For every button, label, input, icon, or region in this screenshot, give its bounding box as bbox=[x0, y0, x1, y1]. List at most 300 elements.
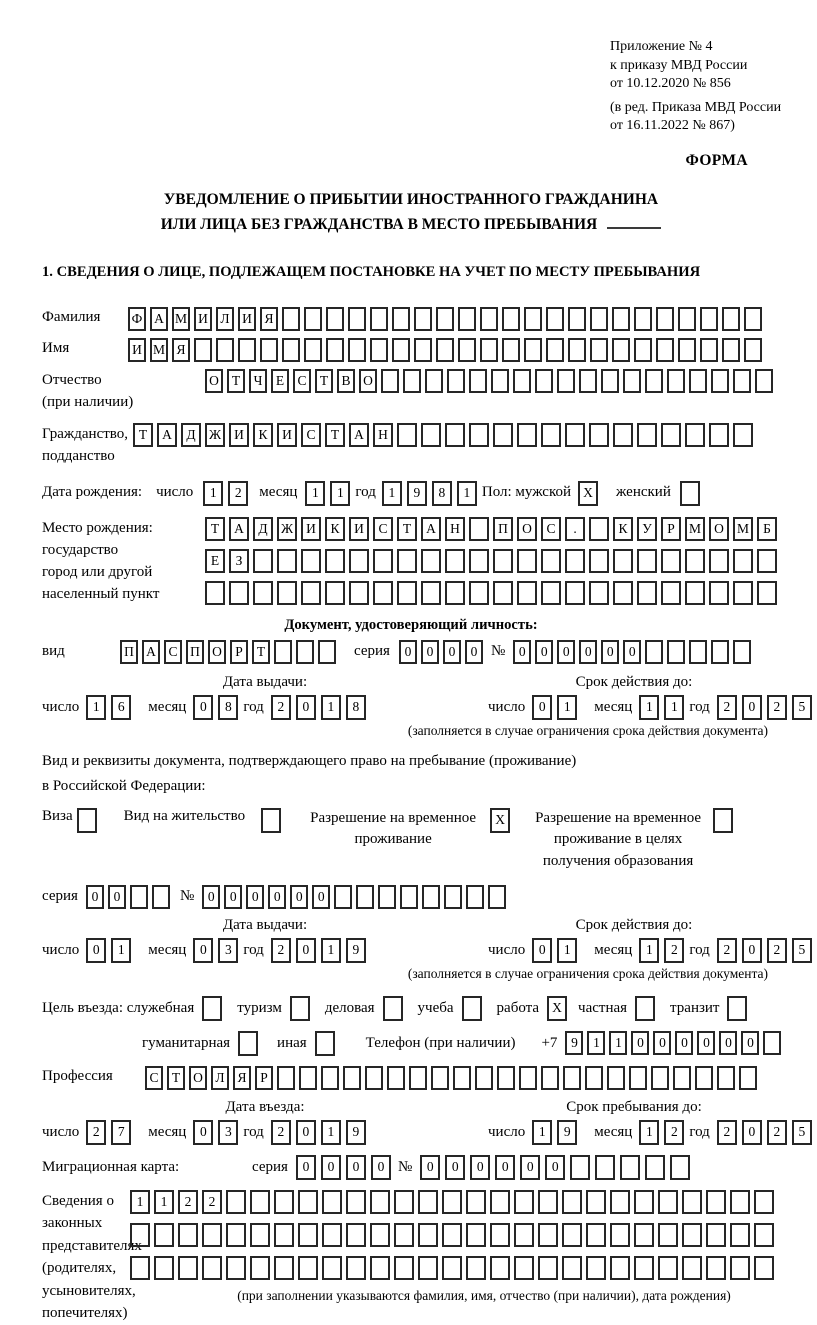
form-cell[interactable] bbox=[493, 423, 513, 447]
form-cell[interactable] bbox=[322, 1190, 342, 1214]
form-cell[interactable] bbox=[524, 307, 542, 331]
form-cell[interactable]: 0 bbox=[193, 1120, 213, 1145]
form-cell[interactable]: 1 bbox=[457, 481, 477, 506]
form-cell[interactable]: 0 bbox=[470, 1155, 490, 1180]
form-cell[interactable]: Я bbox=[172, 338, 190, 362]
form-cell[interactable]: Л bbox=[211, 1066, 229, 1090]
form-cell[interactable] bbox=[480, 307, 498, 331]
form-cell[interactable] bbox=[178, 1223, 198, 1247]
form-cell[interactable] bbox=[656, 338, 674, 362]
form-cell[interactable] bbox=[274, 640, 292, 664]
form-cell[interactable]: Д bbox=[253, 517, 273, 541]
form-cell[interactable]: А bbox=[349, 423, 369, 447]
form-cell[interactable]: 2 bbox=[767, 938, 787, 963]
form-cell[interactable]: 0 bbox=[513, 640, 531, 664]
form-cell[interactable]: 1 bbox=[330, 481, 350, 506]
form-cell[interactable]: 0 bbox=[268, 885, 286, 909]
form-cell[interactable] bbox=[589, 423, 609, 447]
form-cell[interactable]: О bbox=[709, 517, 729, 541]
form-cell[interactable]: О bbox=[189, 1066, 207, 1090]
form-cell[interactable] bbox=[418, 1223, 438, 1247]
form-cell[interactable] bbox=[706, 1256, 726, 1280]
form-cell[interactable]: 0 bbox=[742, 695, 762, 720]
form-cell[interactable] bbox=[700, 338, 718, 362]
form-cell[interactable]: 1 bbox=[609, 1031, 627, 1055]
form-cell[interactable]: С bbox=[293, 369, 311, 393]
form-cell[interactable]: А bbox=[421, 517, 441, 541]
form-cell[interactable] bbox=[356, 885, 374, 909]
form-cell[interactable] bbox=[250, 1256, 270, 1280]
form-cell[interactable] bbox=[586, 1256, 606, 1280]
form-cell[interactable] bbox=[634, 1256, 654, 1280]
form-cell[interactable]: В bbox=[337, 369, 355, 393]
form-cell[interactable] bbox=[373, 549, 393, 573]
form-cell[interactable]: Я bbox=[260, 307, 278, 331]
form-cell[interactable] bbox=[480, 338, 498, 362]
form-cell[interactable] bbox=[425, 369, 443, 393]
form-cell[interactable] bbox=[637, 549, 657, 573]
form-cell[interactable]: М bbox=[685, 517, 705, 541]
form-cell[interactable] bbox=[673, 1066, 691, 1090]
form-cell[interactable] bbox=[469, 549, 489, 573]
form-cell[interactable] bbox=[387, 1066, 405, 1090]
form-cell[interactable]: Т bbox=[133, 423, 153, 447]
form-cell[interactable] bbox=[562, 1190, 582, 1214]
form-cell[interactable]: 1 bbox=[203, 481, 223, 506]
form-cell[interactable] bbox=[409, 1066, 427, 1090]
form-cell[interactable] bbox=[392, 307, 410, 331]
form-cell[interactable] bbox=[490, 1256, 510, 1280]
form-cell[interactable] bbox=[216, 338, 234, 362]
form-cell[interactable]: О bbox=[205, 369, 223, 393]
form-cell[interactable]: Н bbox=[373, 423, 393, 447]
form-cell[interactable]: 9 bbox=[346, 938, 366, 963]
form-cell[interactable] bbox=[370, 1256, 390, 1280]
form-cell[interactable] bbox=[524, 338, 542, 362]
form-cell[interactable] bbox=[661, 581, 681, 605]
form-cell[interactable] bbox=[535, 369, 553, 393]
form-cell[interactable] bbox=[717, 1066, 735, 1090]
form-cell[interactable] bbox=[733, 640, 751, 664]
form-cell[interactable] bbox=[322, 1223, 342, 1247]
form-cell[interactable] bbox=[565, 581, 585, 605]
form-cell[interactable] bbox=[754, 1256, 774, 1280]
form-cell[interactable] bbox=[517, 549, 537, 573]
form-cell[interactable] bbox=[613, 581, 633, 605]
form-cell[interactable]: 2 bbox=[664, 938, 684, 963]
form-cell[interactable] bbox=[493, 549, 513, 573]
form-cell[interactable] bbox=[346, 1190, 366, 1214]
form-cell[interactable] bbox=[154, 1256, 174, 1280]
form-cell[interactable] bbox=[365, 1066, 383, 1090]
form-cell[interactable]: 0 bbox=[296, 1155, 316, 1180]
form-cell[interactable] bbox=[466, 885, 484, 909]
form-cell[interactable] bbox=[334, 885, 352, 909]
form-cell[interactable] bbox=[466, 1256, 486, 1280]
form-cell[interactable] bbox=[634, 1190, 654, 1214]
form-cell[interactable] bbox=[475, 1066, 493, 1090]
form-cell[interactable]: 2 bbox=[717, 938, 737, 963]
form-cell[interactable] bbox=[315, 1031, 335, 1056]
form-cell[interactable] bbox=[645, 369, 663, 393]
form-cell[interactable] bbox=[343, 1066, 361, 1090]
form-cell[interactable] bbox=[754, 1190, 774, 1214]
form-cell[interactable]: 0 bbox=[290, 885, 308, 909]
form-cell[interactable]: К bbox=[325, 517, 345, 541]
form-cell[interactable] bbox=[658, 1223, 678, 1247]
form-cell[interactable] bbox=[421, 549, 441, 573]
form-cell[interactable] bbox=[274, 1256, 294, 1280]
form-cell[interactable] bbox=[634, 307, 652, 331]
form-cell[interactable]: 0 bbox=[312, 885, 330, 909]
form-cell[interactable] bbox=[730, 1256, 750, 1280]
form-cell[interactable]: М bbox=[150, 338, 168, 362]
form-cell[interactable]: 0 bbox=[741, 1031, 759, 1055]
form-cell[interactable] bbox=[469, 369, 487, 393]
form-cell[interactable] bbox=[670, 1155, 690, 1180]
form-cell[interactable]: 0 bbox=[399, 640, 417, 664]
form-cell[interactable]: Ж bbox=[277, 517, 297, 541]
form-cell[interactable]: И bbox=[301, 517, 321, 541]
form-cell[interactable]: Р bbox=[255, 1066, 273, 1090]
form-cell[interactable] bbox=[202, 996, 222, 1021]
form-cell[interactable] bbox=[394, 1190, 414, 1214]
form-cell[interactable] bbox=[370, 307, 388, 331]
form-cell[interactable] bbox=[466, 1190, 486, 1214]
form-cell[interactable]: 0 bbox=[296, 938, 316, 963]
form-cell[interactable] bbox=[755, 369, 773, 393]
form-cell[interactable]: 3 bbox=[218, 1120, 238, 1145]
form-cell[interactable] bbox=[546, 338, 564, 362]
form-cell[interactable]: С bbox=[301, 423, 321, 447]
form-cell[interactable] bbox=[514, 1256, 534, 1280]
form-cell[interactable] bbox=[458, 307, 476, 331]
form-cell[interactable] bbox=[517, 581, 537, 605]
form-cell[interactable] bbox=[754, 1223, 774, 1247]
form-cell[interactable]: 0 bbox=[371, 1155, 391, 1180]
form-cell[interactable] bbox=[519, 1066, 537, 1090]
form-cell[interactable]: П bbox=[493, 517, 513, 541]
form-cell[interactable]: 2 bbox=[178, 1190, 198, 1214]
form-cell[interactable]: 0 bbox=[653, 1031, 671, 1055]
form-cell[interactable]: 8 bbox=[432, 481, 452, 506]
form-cell[interactable] bbox=[282, 307, 300, 331]
form-cell[interactable] bbox=[695, 1066, 713, 1090]
form-cell[interactable] bbox=[298, 1223, 318, 1247]
form-cell[interactable] bbox=[253, 549, 273, 573]
form-cell[interactable] bbox=[394, 1256, 414, 1280]
form-cell[interactable] bbox=[610, 1190, 630, 1214]
form-cell[interactable] bbox=[514, 1223, 534, 1247]
form-cell[interactable] bbox=[202, 1256, 222, 1280]
form-cell[interactable] bbox=[274, 1190, 294, 1214]
form-cell[interactable] bbox=[400, 885, 418, 909]
form-cell[interactable]: X bbox=[490, 808, 510, 833]
form-cell[interactable] bbox=[490, 1190, 510, 1214]
form-cell[interactable]: . bbox=[565, 517, 585, 541]
form-cell[interactable]: З bbox=[229, 549, 249, 573]
form-cell[interactable]: Б bbox=[757, 517, 777, 541]
form-cell[interactable] bbox=[277, 581, 297, 605]
form-cell[interactable]: 0 bbox=[346, 1155, 366, 1180]
form-cell[interactable] bbox=[590, 307, 608, 331]
form-cell[interactable] bbox=[370, 1190, 390, 1214]
form-cell[interactable] bbox=[613, 549, 633, 573]
form-cell[interactable] bbox=[546, 307, 564, 331]
form-cell[interactable] bbox=[763, 1031, 781, 1055]
form-cell[interactable]: 0 bbox=[495, 1155, 515, 1180]
form-cell[interactable]: 0 bbox=[465, 640, 483, 664]
form-cell[interactable] bbox=[493, 581, 513, 605]
form-cell[interactable] bbox=[579, 369, 597, 393]
form-cell[interactable] bbox=[563, 1066, 581, 1090]
form-cell[interactable]: И bbox=[229, 423, 249, 447]
form-cell[interactable]: 7 bbox=[111, 1120, 131, 1145]
form-cell[interactable]: К bbox=[613, 517, 633, 541]
form-cell[interactable] bbox=[442, 1223, 462, 1247]
form-cell[interactable]: 0 bbox=[545, 1155, 565, 1180]
form-cell[interactable]: Т bbox=[227, 369, 245, 393]
form-cell[interactable]: 0 bbox=[296, 1120, 316, 1145]
form-cell[interactable]: А bbox=[142, 640, 160, 664]
form-cell[interactable] bbox=[403, 369, 421, 393]
form-cell[interactable] bbox=[282, 338, 300, 362]
form-cell[interactable]: 0 bbox=[719, 1031, 737, 1055]
form-cell[interactable]: 6 bbox=[111, 695, 131, 720]
form-cell[interactable]: 0 bbox=[631, 1031, 649, 1055]
form-cell[interactable]: 9 bbox=[346, 1120, 366, 1145]
form-cell[interactable]: Я bbox=[233, 1066, 251, 1090]
form-cell[interactable]: X bbox=[547, 996, 567, 1021]
form-cell[interactable] bbox=[397, 423, 417, 447]
form-cell[interactable]: 0 bbox=[520, 1155, 540, 1180]
form-cell[interactable] bbox=[661, 549, 681, 573]
form-cell[interactable] bbox=[322, 1256, 342, 1280]
form-cell[interactable]: Д bbox=[181, 423, 201, 447]
form-cell[interactable] bbox=[238, 1031, 258, 1056]
form-cell[interactable]: Л bbox=[216, 307, 234, 331]
form-cell[interactable] bbox=[538, 1223, 558, 1247]
form-cell[interactable] bbox=[202, 1223, 222, 1247]
form-cell[interactable] bbox=[431, 1066, 449, 1090]
form-cell[interactable] bbox=[744, 307, 762, 331]
form-cell[interactable] bbox=[685, 423, 705, 447]
form-cell[interactable]: Р bbox=[230, 640, 248, 664]
form-cell[interactable]: 0 bbox=[532, 695, 552, 720]
form-cell[interactable] bbox=[130, 1223, 150, 1247]
form-cell[interactable] bbox=[298, 1256, 318, 1280]
form-cell[interactable]: 2 bbox=[717, 1120, 737, 1145]
form-cell[interactable] bbox=[502, 307, 520, 331]
form-cell[interactable] bbox=[634, 1223, 654, 1247]
form-cell[interactable] bbox=[130, 885, 148, 909]
form-cell[interactable]: 0 bbox=[443, 640, 461, 664]
form-cell[interactable] bbox=[612, 307, 630, 331]
form-cell[interactable] bbox=[620, 1155, 640, 1180]
form-cell[interactable]: 0 bbox=[86, 938, 106, 963]
form-cell[interactable] bbox=[590, 338, 608, 362]
form-cell[interactable] bbox=[502, 338, 520, 362]
form-cell[interactable] bbox=[651, 1066, 669, 1090]
form-cell[interactable] bbox=[348, 338, 366, 362]
form-cell[interactable] bbox=[706, 1190, 726, 1214]
form-cell[interactable]: 1 bbox=[305, 481, 325, 506]
form-cell[interactable]: П bbox=[186, 640, 204, 664]
form-cell[interactable] bbox=[491, 369, 509, 393]
form-cell[interactable] bbox=[733, 549, 753, 573]
form-cell[interactable]: Е bbox=[271, 369, 289, 393]
form-cell[interactable] bbox=[629, 1066, 647, 1090]
form-cell[interactable] bbox=[326, 307, 344, 331]
form-cell[interactable]: 8 bbox=[346, 695, 366, 720]
form-cell[interactable] bbox=[667, 369, 685, 393]
form-cell[interactable] bbox=[589, 549, 609, 573]
form-cell[interactable] bbox=[709, 549, 729, 573]
form-cell[interactable]: 2 bbox=[228, 481, 248, 506]
form-cell[interactable] bbox=[442, 1190, 462, 1214]
form-cell[interactable]: 0 bbox=[296, 695, 316, 720]
form-cell[interactable]: 1 bbox=[664, 695, 684, 720]
form-cell[interactable] bbox=[635, 996, 655, 1021]
form-cell[interactable] bbox=[689, 369, 707, 393]
form-cell[interactable] bbox=[733, 581, 753, 605]
form-cell[interactable]: 2 bbox=[767, 1120, 787, 1145]
form-cell[interactable] bbox=[730, 1223, 750, 1247]
form-cell[interactable] bbox=[238, 338, 256, 362]
form-cell[interactable] bbox=[422, 885, 440, 909]
form-cell[interactable]: 1 bbox=[321, 938, 341, 963]
form-cell[interactable] bbox=[304, 338, 322, 362]
form-cell[interactable] bbox=[682, 1223, 702, 1247]
form-cell[interactable] bbox=[757, 581, 777, 605]
form-cell[interactable]: И bbox=[349, 517, 369, 541]
form-cell[interactable] bbox=[757, 549, 777, 573]
form-cell[interactable]: 0 bbox=[193, 695, 213, 720]
form-cell[interactable] bbox=[733, 423, 753, 447]
form-cell[interactable]: 1 bbox=[130, 1190, 150, 1214]
form-cell[interactable] bbox=[296, 640, 314, 664]
form-cell[interactable] bbox=[634, 338, 652, 362]
form-cell[interactable]: 2 bbox=[664, 1120, 684, 1145]
form-cell[interactable]: 2 bbox=[271, 695, 291, 720]
form-cell[interactable] bbox=[685, 581, 705, 605]
form-cell[interactable] bbox=[260, 338, 278, 362]
form-cell[interactable] bbox=[637, 581, 657, 605]
form-cell[interactable]: Е bbox=[205, 549, 225, 573]
form-cell[interactable] bbox=[462, 996, 482, 1021]
form-cell[interactable]: 0 bbox=[675, 1031, 693, 1055]
form-cell[interactable] bbox=[513, 369, 531, 393]
form-cell[interactable]: Ж bbox=[205, 423, 225, 447]
form-cell[interactable] bbox=[301, 549, 321, 573]
form-cell[interactable] bbox=[685, 549, 705, 573]
form-cell[interactable]: 2 bbox=[202, 1190, 222, 1214]
form-cell[interactable] bbox=[612, 338, 630, 362]
form-cell[interactable] bbox=[205, 581, 225, 605]
form-cell[interactable] bbox=[713, 808, 733, 833]
form-cell[interactable] bbox=[458, 338, 476, 362]
form-cell[interactable] bbox=[585, 1066, 603, 1090]
form-cell[interactable] bbox=[373, 581, 393, 605]
form-cell[interactable] bbox=[682, 1190, 702, 1214]
form-cell[interactable] bbox=[321, 1066, 339, 1090]
form-cell[interactable] bbox=[541, 581, 561, 605]
form-cell[interactable]: 0 bbox=[697, 1031, 715, 1055]
form-cell[interactable] bbox=[226, 1190, 246, 1214]
form-cell[interactable]: 2 bbox=[717, 695, 737, 720]
form-cell[interactable] bbox=[538, 1256, 558, 1280]
form-cell[interactable] bbox=[610, 1223, 630, 1247]
form-cell[interactable] bbox=[418, 1256, 438, 1280]
form-cell[interactable]: 0 bbox=[224, 885, 242, 909]
form-cell[interactable]: 0 bbox=[557, 640, 575, 664]
form-cell[interactable]: О bbox=[359, 369, 377, 393]
form-cell[interactable]: 1 bbox=[86, 695, 106, 720]
form-cell[interactable]: М bbox=[733, 517, 753, 541]
form-cell[interactable] bbox=[346, 1223, 366, 1247]
form-cell[interactable]: 9 bbox=[407, 481, 427, 506]
form-cell[interactable] bbox=[661, 423, 681, 447]
form-cell[interactable] bbox=[497, 1066, 515, 1090]
form-cell[interactable]: 0 bbox=[532, 938, 552, 963]
form-cell[interactable] bbox=[250, 1223, 270, 1247]
form-cell[interactable] bbox=[490, 1223, 510, 1247]
form-cell[interactable] bbox=[568, 338, 586, 362]
form-cell[interactable]: 1 bbox=[382, 481, 402, 506]
form-cell[interactable]: 9 bbox=[557, 1120, 577, 1145]
form-cell[interactable]: Ф bbox=[128, 307, 146, 331]
form-cell[interactable] bbox=[730, 1190, 750, 1214]
form-cell[interactable]: 5 bbox=[792, 1120, 812, 1145]
form-cell[interactable] bbox=[700, 307, 718, 331]
form-cell[interactable]: 1 bbox=[111, 938, 131, 963]
form-cell[interactable]: С bbox=[145, 1066, 163, 1090]
form-cell[interactable] bbox=[466, 1223, 486, 1247]
form-cell[interactable]: 1 bbox=[557, 695, 577, 720]
form-cell[interactable]: 1 bbox=[639, 938, 659, 963]
form-cell[interactable]: 8 bbox=[218, 695, 238, 720]
form-cell[interactable]: С bbox=[541, 517, 561, 541]
form-cell[interactable] bbox=[739, 1066, 757, 1090]
form-cell[interactable] bbox=[541, 549, 561, 573]
form-cell[interactable]: С bbox=[164, 640, 182, 664]
form-cell[interactable] bbox=[226, 1256, 246, 1280]
form-cell[interactable] bbox=[447, 369, 465, 393]
form-cell[interactable] bbox=[418, 1190, 438, 1214]
form-cell[interactable] bbox=[325, 581, 345, 605]
form-cell[interactable] bbox=[436, 307, 454, 331]
form-cell[interactable] bbox=[586, 1190, 606, 1214]
form-cell[interactable]: 0 bbox=[202, 885, 220, 909]
form-cell[interactable] bbox=[381, 369, 399, 393]
form-cell[interactable] bbox=[298, 1190, 318, 1214]
form-cell[interactable] bbox=[178, 1256, 198, 1280]
form-cell[interactable] bbox=[349, 549, 369, 573]
form-cell[interactable]: 1 bbox=[532, 1120, 552, 1145]
form-cell[interactable] bbox=[469, 423, 489, 447]
form-cell[interactable] bbox=[607, 1066, 625, 1090]
form-cell[interactable]: 0 bbox=[742, 1120, 762, 1145]
form-cell[interactable] bbox=[421, 423, 441, 447]
form-cell[interactable] bbox=[436, 338, 454, 362]
form-cell[interactable]: Ч bbox=[249, 369, 267, 393]
form-cell[interactable] bbox=[709, 581, 729, 605]
form-cell[interactable]: 0 bbox=[579, 640, 597, 664]
form-cell[interactable]: 0 bbox=[108, 885, 126, 909]
form-cell[interactable] bbox=[744, 338, 762, 362]
form-cell[interactable]: И bbox=[277, 423, 297, 447]
form-cell[interactable] bbox=[154, 1223, 174, 1247]
